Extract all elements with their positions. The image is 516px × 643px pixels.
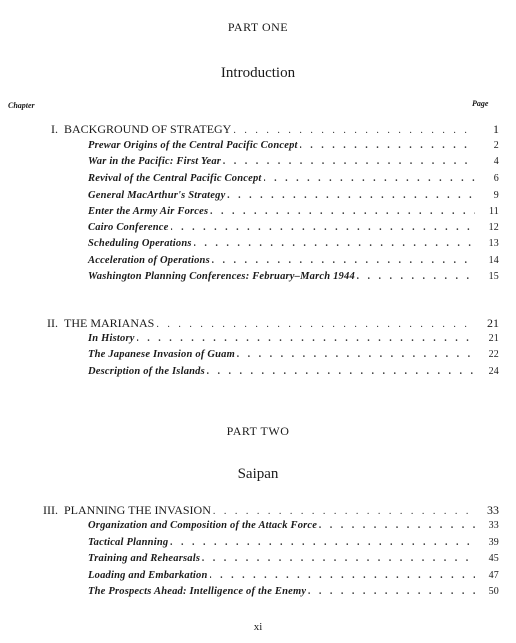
- toc-entry: [88, 570, 499, 581]
- entry-page: 13: [488, 238, 499, 249]
- toc-entry: [88, 222, 499, 233]
- dot-leader: [212, 255, 475, 266]
- toc-entry: [88, 140, 499, 151]
- chapter-number: III.: [43, 503, 58, 517]
- dot-leader: [210, 206, 475, 217]
- chapter-page: 33: [487, 503, 499, 517]
- entry-title: Description of the Islands: [88, 366, 205, 377]
- toc-entry: [88, 173, 499, 184]
- entry-page: 11: [488, 206, 499, 217]
- entry-title: War in the Pacific: First Year: [88, 156, 222, 167]
- entry-page: 21: [488, 333, 499, 344]
- dot-leader: [137, 333, 475, 344]
- part-two-section-title: Saipan: [237, 466, 279, 482]
- chapter-title: BACKGROUND OF STRATEGY: [64, 122, 232, 136]
- dot-leader: [308, 586, 475, 597]
- toc-entry: [88, 349, 499, 360]
- dot-leader: [171, 222, 476, 233]
- toc-entry: [88, 271, 499, 282]
- dot-leader: [264, 173, 475, 184]
- entry-page: 6: [493, 173, 499, 184]
- toc-entry: [88, 333, 499, 344]
- entry-page: 45: [488, 553, 499, 564]
- entry-page: 4: [493, 156, 499, 167]
- entry-title: Washington Planning Conferences: February–March 1944: [88, 271, 355, 282]
- chapter-row: [14, 122, 499, 137]
- toc-entry: [88, 190, 499, 201]
- entry-page: 47: [488, 570, 499, 581]
- toc-entry: [88, 537, 499, 548]
- chapter-number: I.: [51, 122, 58, 136]
- dot-leader: [210, 570, 475, 581]
- chapter-page: 1: [493, 122, 499, 136]
- entry-title: The Japanese Invasion of Guam: [88, 349, 235, 360]
- dot-leader: [357, 271, 475, 282]
- dot-leader: [237, 349, 475, 360]
- part-one-heading: PART ONE: [227, 20, 289, 34]
- dot-leader: [319, 520, 475, 531]
- chapter-column-head: Chapter: [8, 101, 35, 110]
- entry-page: 9: [493, 190, 499, 201]
- entry-title: The Prospects Ahead: Intelligence of the Enemy: [88, 586, 307, 597]
- chapter-row: [14, 503, 499, 518]
- entry-title: Revival of the Central Pacific Concept: [88, 173, 262, 184]
- chapter-title: PLANNING THE INVASION: [64, 503, 211, 517]
- dot-leader: [227, 190, 475, 201]
- entry-page: 50: [488, 586, 499, 597]
- entry-title: Organization and Composition of the Attack Force: [88, 520, 318, 531]
- dot-leader: [300, 140, 475, 151]
- entry-page: 24: [488, 366, 499, 377]
- entry-page: 22: [488, 349, 499, 360]
- toc-entry: [88, 366, 499, 377]
- dot-leader: [156, 319, 475, 330]
- dot-leader: [202, 553, 475, 564]
- entry-page: 12: [488, 222, 499, 233]
- dot-leader: [233, 125, 475, 136]
- toc-entry: [88, 156, 499, 167]
- toc-entry: [88, 553, 499, 564]
- page-column-head: Page: [472, 99, 489, 108]
- dot-leader: [194, 238, 475, 249]
- toc-entry: [88, 255, 499, 266]
- entry-title: In History: [88, 333, 135, 344]
- entry-page: 15: [488, 271, 499, 282]
- part-one-section-title: Introduction: [220, 65, 296, 81]
- entry-title: Loading and Embarkation: [88, 570, 208, 581]
- entry-page: 39: [488, 537, 499, 548]
- part-two-heading: PART TWO: [226, 424, 290, 438]
- chapter-page: 21: [487, 316, 499, 330]
- toc-entry: [88, 520, 499, 531]
- toc-entry: [88, 586, 499, 597]
- entry-page: 2: [493, 140, 499, 151]
- toc-entry: [88, 206, 499, 217]
- dot-leader: [170, 537, 475, 548]
- entry-title: Prewar Origins of the Central Pacific Concept: [88, 140, 298, 151]
- dot-leader: [207, 366, 475, 377]
- entry-title: Scheduling Operations: [88, 238, 192, 249]
- entry-page: 33: [488, 520, 499, 531]
- entry-title: General MacArthur's Strategy: [88, 190, 226, 201]
- dot-leader: [213, 506, 475, 517]
- dot-leader: [223, 156, 475, 167]
- toc-entry: [88, 238, 499, 249]
- entry-title: Enter the Army Air Forces: [88, 206, 209, 217]
- entry-title: Cairo Conference: [88, 222, 169, 233]
- entry-title: Training and Rehearsals: [88, 553, 201, 564]
- entry-page: 14: [488, 255, 499, 266]
- entry-title: Tactical Planning: [88, 537, 169, 548]
- entry-title: Acceleration of Operations: [88, 255, 210, 266]
- chapter-number: II.: [47, 316, 58, 330]
- page-folio: xi: [253, 621, 263, 633]
- chapter-row: [14, 316, 499, 331]
- chapter-title: THE MARIANAS: [64, 316, 155, 330]
